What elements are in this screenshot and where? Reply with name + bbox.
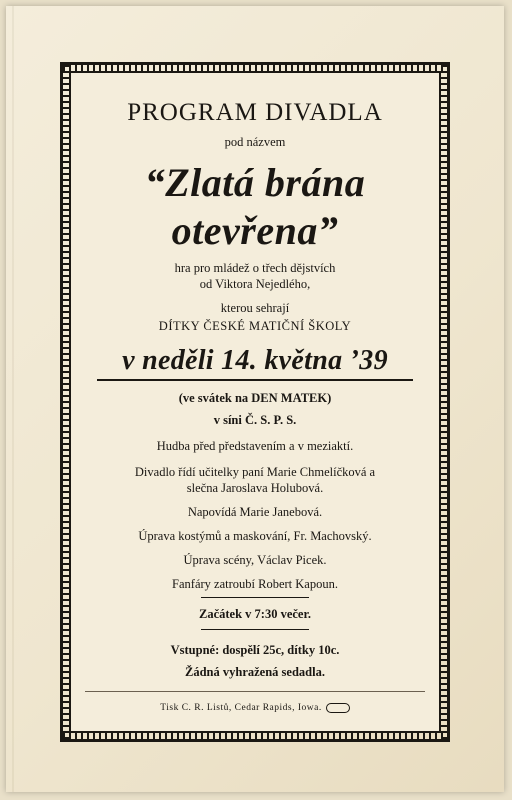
paper-fold bbox=[12, 6, 14, 792]
pod-nazvem: pod názvem bbox=[224, 135, 286, 149]
date-underline bbox=[97, 379, 413, 381]
playbill-content bbox=[71, 73, 439, 731]
occasion: (ve svátek na DEN MATEK) bbox=[178, 391, 332, 405]
kterou-sehraji: kterou sehrají bbox=[220, 301, 290, 315]
program-heading: PROGRAM DIVADLA bbox=[127, 99, 383, 126]
union-label-icon bbox=[326, 703, 350, 713]
venue: v síni Č. S. P. S. bbox=[213, 413, 297, 427]
scenery: Úprava scény, Václav Picek. bbox=[183, 553, 327, 567]
subtitle-line1: hra pro mládež o třech dějstvích bbox=[174, 261, 336, 275]
directors-line2: slečna Jaroslava Holubová. bbox=[186, 481, 324, 495]
ornamental-border bbox=[60, 62, 450, 742]
performance-date: v neděli 14. května ’39 bbox=[122, 345, 388, 376]
subtitle-line2: od Viktora Nejedlého, bbox=[199, 277, 311, 291]
play-title-line2: otevřena” bbox=[171, 208, 339, 253]
printer-credit-text: Tisk C. R. Listů, Cedar Rapids, Iowa. bbox=[160, 703, 322, 714]
music-note: Hudba před představením a v meziaktí. bbox=[156, 439, 354, 453]
play-title-line1: “Zlatá brána bbox=[144, 160, 366, 205]
no-reserved-seats: Žádná vyhražená sedadla. bbox=[185, 665, 325, 679]
divider-2 bbox=[201, 629, 309, 630]
footer-rule bbox=[85, 691, 425, 692]
performers: DÍTKY ČESKÉ MATIČNÍ ŠKOLY bbox=[158, 319, 352, 333]
prompter: Napovídá Marie Janebová. bbox=[187, 505, 323, 519]
start-time: Začátek v 7:30 večer. bbox=[198, 607, 311, 621]
directors-line1: Divadlo řídí učitelky paní Marie Chmelíčková a bbox=[134, 465, 376, 479]
inner-frame bbox=[69, 71, 441, 733]
divider-1 bbox=[201, 597, 309, 598]
costumes: Úprava kostýmů a maskování, Fr. Machovský. bbox=[138, 529, 372, 543]
playbill-sheet bbox=[6, 6, 504, 792]
fanfare: Fanfáry zatroubí Robert Kapoun. bbox=[172, 577, 338, 591]
admission: Vstupné: dospělí 25c, dítky 10c. bbox=[170, 643, 340, 657]
printer-credit bbox=[71, 703, 439, 713]
